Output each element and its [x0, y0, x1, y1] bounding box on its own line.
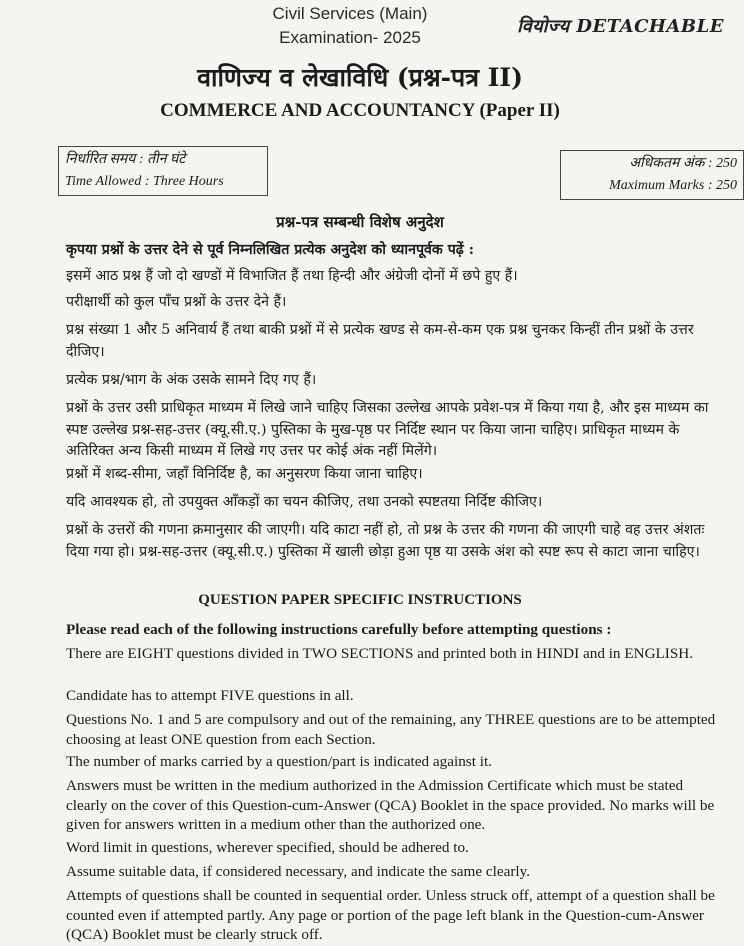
maximum-marks-english: Maximum Marks : 250 — [609, 178, 737, 193]
hindi-instruction-4: प्रत्येक प्रश्न/भाग के अंक उसके सामने दिए गए हैं। — [66, 372, 317, 388]
english-instruction-5: Answers must be written in the medium authorized in the Admission Certificate which must be stated clearly on the cover of this Question-cum-Answer (QCA) Booklet in the space provided. No marks will be given for answers written in a medium other than the authorized one. — [66, 777, 715, 833]
hindi-instruction-6: प्रश्नों में शब्द-सीमा, जहाँ विनिर्दिष्ट है, का अनुसरण किया जाना चाहिए। — [66, 466, 423, 482]
time-allowed-box — [58, 146, 268, 196]
hindi-instruction-3: प्रश्न संख्या 1 और 5 अनिवार्य हैं तथा बाकी प्रश्नों में से प्रत्येक खण्ड से कम-से-कम एक प्रश्न चुनकर किन्हीं तीन प्रश्नों के उत्तर दीजिए। — [66, 322, 694, 360]
english-instruction-4: The number of marks carried by a question/part is indicated against it. — [66, 753, 492, 770]
hindi-instruction-5: प्रश्नों के उत्तर उसी प्राधिकृत माध्यम में लिखे जाने चाहिए जिसका उल्लेख आपके प्रवेश-पत्र में किया गया है, और इस माध्यम का स्पष्ट उल्लेख प्रश्न-सह-उत्तर (क्यू.सी.ए.) पुस्तिका के मुख-पृष्ठ पर निर्दिष्ट स्थान पर किया जाना चाहिए। प्राधिकृत माध्यम के अतिरिक्त अन्य किसी माध्यम में लिखे गए उत्तर पर कोई अंक नहीं मिलेंगे। — [66, 400, 709, 459]
maximum-marks-box — [560, 150, 744, 200]
paper-title-english: COMMERCE AND ACCOUNTANCY (Paper II) — [160, 100, 560, 121]
english-instruction-1: There are EIGHT questions divided in TWO SECTIONS and printed both in HINDI and in ENGLISH. — [66, 645, 694, 662]
english-instruction-6: Word limit in questions, wherever specified, should be adhered to. — [66, 839, 469, 856]
english-instructions-intro: Please read each of the following instructions carefully before attempting questions : — [66, 621, 612, 638]
exam-name-line1: Civil Services (Main) — [272, 4, 428, 23]
maximum-marks-hindi: अधिकतम अंक : 250 — [629, 156, 737, 171]
hindi-instruction-2: परीक्षार्थी को कुल पाँच प्रश्नों के उत्तर देने हैं। — [66, 294, 287, 310]
english-instruction-7: Assume suitable data, if considered necessary, and indicate the same clearly. — [66, 863, 531, 880]
hindi-instruction-8: प्रश्नों के उत्तरों की गणना क्रमानुसार की जाएगी। यदि काटा नहीं हो, तो प्रश्न के उत्तर की गणना की जाएगी चाहे वह उत्तर अंशतः दिया गया हो। प्रश्न-सह-उत्तर (क्यू.सी.ए.) पुस्तिका में खाली छोड़ा हुआ पृष्ठ या उसके अंश को स्पष्ट रूप से काटा जाना चाहिए। — [66, 522, 705, 560]
time-allowed-english: Time Allowed : Three Hours — [65, 174, 224, 189]
detachable-label: वियोज्य DETACHABLE — [517, 16, 724, 37]
paper-title-hindi: वाणिज्य व लेखाविधि (प्रश्न-पत्र II) — [197, 63, 523, 92]
hindi-instructions-intro: कृपया प्रश्नों के उत्तर देने से पूर्व निम्नलिखित प्रत्येक अनुदेश को ध्यानपूर्वक पढ़ें : — [66, 242, 474, 258]
hindi-instructions-heading: प्रश्न-पत्र सम्बन्धी विशेष अनुदेश — [276, 213, 444, 231]
hindi-instruction-7: यदि आवश्यक हो, तो उपयुक्त आँकड़ों का चयन कीजिए, तथा उनको स्पष्टतया निर्दिष्ट कीजिए। — [66, 494, 543, 510]
exam-name-line2: Examination- 2025 — [279, 28, 421, 47]
english-instructions-heading: QUESTION PAPER SPECIFIC INSTRUCTIONS — [198, 592, 522, 608]
english-instruction-8: Attempts of questions shall be counted in sequential order. Unless struck off, attempt of a question shall be counted even if attempted partly. Any page or portion of the page left blank in the Question-cum-Answer (QCA) Booklet must be clearly struck off. — [66, 887, 715, 943]
time-allowed-hindi: निर्धारित समय : तीन घंटे — [65, 152, 186, 167]
english-instruction-2: Candidate has to attempt FIVE questions in all. — [66, 687, 354, 704]
english-instruction-3: Questions No. 1 and 5 are compulsory and out of the remaining, any THREE questions are to be attempted choosing at least ONE question from each Section. — [66, 711, 716, 748]
hindi-instruction-1: इसमें आठ प्रश्न हैं जो दो खण्डों में विभाजित हैं तथा हिन्दी और अंग्रेजी दोनों में छपे हुए हैं। — [66, 268, 518, 284]
